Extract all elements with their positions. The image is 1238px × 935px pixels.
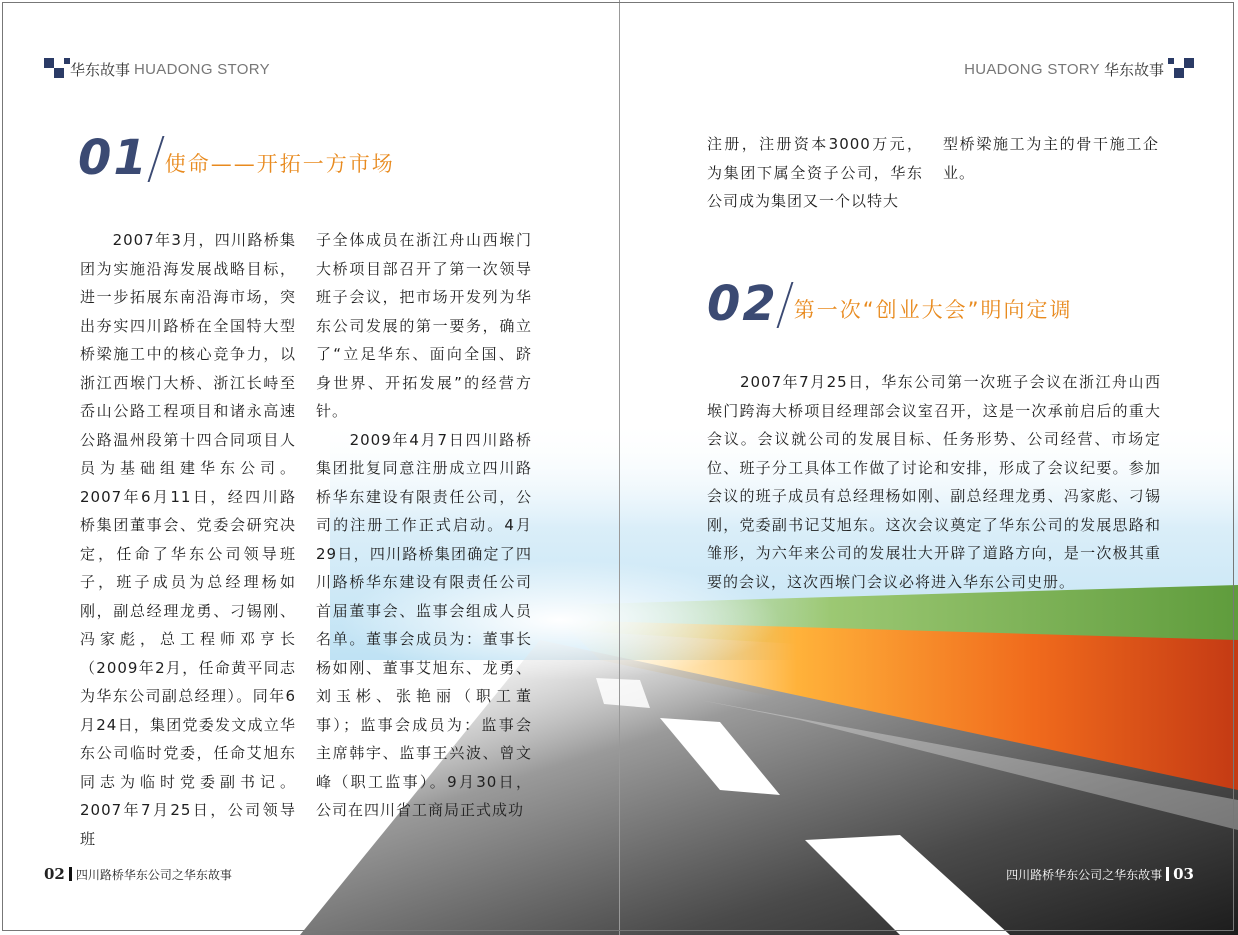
section1-column-2: 子全体成员在浙江舟山西堠门大桥项目部召开了第一次领导班子会议，把市场开发列为华东公司发展的第一要务，确立了“立足华东、面向全国、跻身世界、开拓发展”的经营方针。 2009年4月7日四川路桥集团批复同意注册成立四川路桥华东建设有限责任公司，公司的注册工作正式启动。4月29日，四川路桥集团确定了四川路桥华东建设有限责任公司首届董事会、监事会组成人员名单。董事会成员为：董事长杨如刚、董事艾旭东、龙勇、刘玉彬、张艳丽（职工董事）；监事会成员为：监事会主席韩宇、监事王兴波、曾文峰（职工监事）。9月30日，公司在四川省工商局正式成功	[316, 231, 532, 819]
header-title-cn: 华东故事	[70, 60, 131, 79]
right-page-header	[960, 58, 1194, 80]
page-number: 03	[1173, 865, 1194, 883]
section-number: 02	[707, 276, 778, 332]
right-page-footer	[1006, 865, 1194, 883]
section-title: 使命——开拓一方市场	[164, 152, 395, 176]
slash-divider	[147, 136, 164, 182]
section-number: 01	[78, 130, 149, 186]
footer-bar	[69, 867, 72, 881]
page-number: 02	[44, 865, 65, 883]
header-title-en: HUADONG STORY	[964, 60, 1100, 78]
section1-column-1: 2007年3月，四川路桥集团为实施沿海发展战略目标，进一步拓展东南沿海市场，突出夯实四川路桥在全国特大型桥梁施工中的核心竞争力，以浙江西堠门大桥、浙江长峙至岙山公路工程项目和诸永高速公路温州段第十四合同项目人员为基础组建华东公司。2007年6月11日，经四川路桥集团董事会、党委会研究决定，任命了华东公司领导班子，班子成员为总经理杨如刚，副总经理龙勇、刁锡刚、冯家彪，总工程师邓亨长（2009年2月，任命黄平同志为华东公司副总经理）。同年6月24日，集团党委发文成立华东公司临时党委，任命艾旭东同志为临时党委副书记。2007年7月25日，公司领导班	[80, 231, 296, 848]
section-heading-01	[78, 130, 395, 186]
section1-column-3: 注册，注册资本3000万元，为集团下属全资子公司，华东公司成为集团又一个以特大	[707, 135, 923, 210]
footer-bar	[1166, 867, 1169, 881]
slash-divider	[776, 282, 793, 328]
logo-squares-icon	[1168, 58, 1194, 80]
section-heading-02	[707, 276, 1073, 332]
section1-column-4: 型桥梁施工为主的骨干施工企业。	[943, 135, 1159, 182]
header-title-en: HUADONG STORY	[134, 60, 270, 78]
left-page-footer	[44, 865, 232, 883]
section2-body: 2007年7月25日，华东公司第一次班子会议在浙江舟山西堠门跨海大桥项目经理部会议室召开，这是一次承前启后的重大会议。会议就公司的发展目标、任务形势、公司经营、市场定位、班子分工具体工作做了讨论和安排，形成了会议纪要。参加会议的班子成员有总经理杨如刚、副总经理龙勇、冯家彪、刁锡刚，党委副书记艾旭东。这次会议奠定了华东公司的发展思路和雏形，为六年来公司的发展壮大开辟了道路方向，是一次极其重要的会议，这次西堠门会议必将进入华东公司史册。	[707, 373, 1161, 591]
logo-squares-icon	[44, 58, 70, 80]
footer-text: 四川路桥华东公司之华东故事	[75, 867, 232, 882]
page-fold-line	[619, 0, 620, 935]
section-title: 第一次“创业大会”明向定调	[793, 298, 1073, 322]
left-page-header	[44, 58, 274, 80]
footer-text: 四川路桥华东公司之华东故事	[1006, 867, 1163, 882]
header-title-cn: 华东故事	[1103, 60, 1164, 79]
